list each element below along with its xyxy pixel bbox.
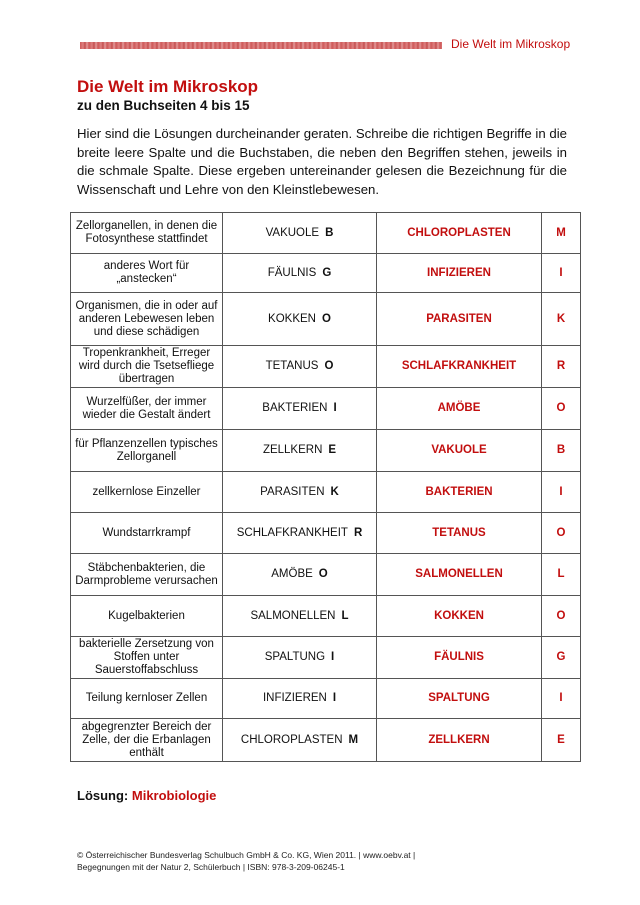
term-word: TETANUS bbox=[265, 360, 319, 372]
table-row bbox=[71, 254, 581, 293]
definition-cell: Wundstarrkrampf bbox=[71, 513, 223, 554]
answer-cell: AMÖBE bbox=[377, 388, 542, 430]
term-letter: O bbox=[321, 312, 331, 325]
definition-cell: Stäbchenbakterien, die Darmprobleme verursachen bbox=[71, 554, 223, 596]
table-row bbox=[71, 293, 581, 346]
table-row bbox=[71, 388, 581, 430]
term-cell bbox=[223, 513, 377, 554]
letter-cell: I bbox=[542, 254, 581, 293]
term-cell bbox=[223, 679, 377, 719]
term-word: SCHLAFKRANKHEIT bbox=[236, 526, 348, 539]
answer-cell: SPALTUNG bbox=[377, 679, 542, 719]
term-cell bbox=[223, 388, 377, 430]
letter-cell: L bbox=[542, 554, 581, 596]
answer-cell: TETANUS bbox=[377, 513, 542, 554]
term-word: AMÖBE bbox=[271, 568, 313, 580]
header-decor-band bbox=[80, 42, 442, 49]
letter-cell: K bbox=[542, 293, 581, 346]
answer-cell: CHLOROPLASTEN bbox=[377, 213, 542, 254]
table-row bbox=[71, 596, 581, 637]
definition-cell: Zellorganellen, in denen die Fotosynthese stattfindet bbox=[71, 213, 223, 254]
table-row bbox=[71, 346, 581, 388]
intro-text: Hier sind die Lösungen durcheinander geraten. Schreibe die richtigen Begriffe in die breite leere Spalte und die Buchstaben, die neben den Begriffen stehen, jeweils in die schmale Spalte. Diese ergeben untereinander gelesen die Bezeichnung für die Wissenschaft und Lehre von den Kleinstlebewesen. bbox=[77, 126, 567, 197]
letter-cell: O bbox=[542, 513, 581, 554]
term-letter: E bbox=[328, 444, 337, 456]
answer-cell: PARASITEN bbox=[377, 293, 542, 346]
table-row bbox=[71, 719, 581, 762]
term-letter: O bbox=[324, 360, 334, 372]
term-word: CHLOROPLASTEN bbox=[240, 733, 343, 746]
definition-cell: Kugelbakterien bbox=[71, 596, 223, 637]
footer-copyright: © Österreichischer Bundesverlag Schulbuch GmbH & Co. KG, Wien 2011. | www.oebv.at | bbox=[77, 850, 416, 860]
answer-cell: KOKKEN bbox=[377, 596, 542, 637]
letter-cell: G bbox=[542, 637, 581, 679]
definition-cell: Teilung kernloser Zellen bbox=[71, 679, 223, 719]
term-word: INFIZIEREN bbox=[262, 692, 327, 704]
term-word: SALMONELLEN bbox=[250, 609, 336, 622]
term-letter: O bbox=[318, 568, 328, 580]
term-cell bbox=[223, 213, 377, 254]
answer-cell: SALMONELLEN bbox=[377, 554, 542, 596]
letter-cell: I bbox=[542, 472, 581, 513]
term-letter: M bbox=[348, 733, 359, 746]
definition-cell: abgegrenzter Bereich der Zelle, der die Erbanlagen enthält bbox=[71, 719, 223, 762]
table-row bbox=[71, 213, 581, 254]
term-letter: R bbox=[353, 526, 363, 539]
letter-cell: M bbox=[542, 213, 581, 254]
letter-cell: O bbox=[542, 596, 581, 637]
table-row bbox=[71, 472, 581, 513]
header-label: Die Welt im Mikroskop bbox=[451, 37, 571, 51]
term-cell bbox=[223, 719, 377, 762]
letter-cell: E bbox=[542, 719, 581, 762]
answer-cell: INFIZIEREN bbox=[377, 254, 542, 293]
answer-cell: ZELLKERN bbox=[377, 719, 542, 762]
term-word: FÄULNIS bbox=[267, 266, 317, 279]
definition-cell: bakterielle Zersetzung von Stoffen unter Sauerstoffabschluss bbox=[71, 637, 223, 679]
footer-book-info: Begegnungen mit der Natur 2, Schülerbuch | ISBN: 978-3-209-06245-1 bbox=[77, 862, 345, 872]
term-cell bbox=[223, 430, 377, 472]
term-letter: I bbox=[333, 402, 337, 414]
term-letter: L bbox=[341, 609, 349, 622]
letter-cell: O bbox=[542, 388, 581, 430]
definition-cell: zellkernlose Einzeller bbox=[71, 472, 223, 513]
term-word: SPALTUNG bbox=[264, 651, 326, 663]
term-word: ZELLKERN bbox=[262, 444, 323, 456]
letter-cell: B bbox=[542, 430, 581, 472]
term-word: PARASITEN bbox=[260, 485, 325, 498]
term-letter: B bbox=[325, 226, 334, 239]
page-title: Die Welt im Mikroskop bbox=[77, 77, 259, 96]
term-letter: I bbox=[332, 692, 337, 704]
term-cell bbox=[223, 472, 377, 513]
letter-cell: R bbox=[542, 346, 581, 388]
term-cell bbox=[223, 293, 377, 346]
definition-cell: Organismen, die in oder auf anderen Lebewesen leben und diese schädigen bbox=[71, 293, 223, 346]
definition-cell: Tropenkrankheit, Erreger wird durch die Tsetsefliege übertragen bbox=[71, 346, 223, 388]
term-cell bbox=[223, 254, 377, 293]
term-word: BAKTERIEN bbox=[262, 402, 328, 414]
solution-line bbox=[77, 788, 216, 803]
solution-word: Mikrobiologie bbox=[131, 788, 217, 803]
term-cell bbox=[223, 596, 377, 637]
table-row bbox=[71, 637, 581, 679]
term-word: VAKUOLE bbox=[265, 226, 320, 239]
solution-table-body bbox=[71, 213, 581, 762]
term-letter: K bbox=[330, 485, 339, 498]
term-letter: G bbox=[322, 266, 332, 279]
term-word: KOKKEN bbox=[268, 312, 316, 325]
letter-cell: I bbox=[542, 679, 581, 719]
answer-cell: FÄULNIS bbox=[377, 637, 542, 679]
term-cell bbox=[223, 346, 377, 388]
answer-cell: SCHLAFKRANKHEIT bbox=[377, 346, 542, 388]
term-cell bbox=[223, 554, 377, 596]
footer bbox=[77, 849, 415, 873]
term-letter: I bbox=[331, 651, 335, 663]
definition-cell: Wurzelfüßer, der immer wieder die Gestalt ändert bbox=[71, 388, 223, 430]
table-row bbox=[71, 430, 581, 472]
table-row bbox=[71, 513, 581, 554]
answer-cell: BAKTERIEN bbox=[377, 472, 542, 513]
table-row bbox=[71, 554, 581, 596]
solution-label: Lösung: bbox=[77, 788, 129, 803]
answer-cell: VAKUOLE bbox=[377, 430, 542, 472]
definition-cell: anderes Wort für „anstecken“ bbox=[71, 254, 223, 293]
solution-table bbox=[70, 212, 581, 762]
term-cell bbox=[223, 637, 377, 679]
table-row bbox=[71, 679, 581, 719]
definition-cell: für Pflanzenzellen typisches Zellorganell bbox=[71, 430, 223, 472]
page-subtitle: zu den Buchseiten 4 bis 15 bbox=[77, 98, 250, 113]
